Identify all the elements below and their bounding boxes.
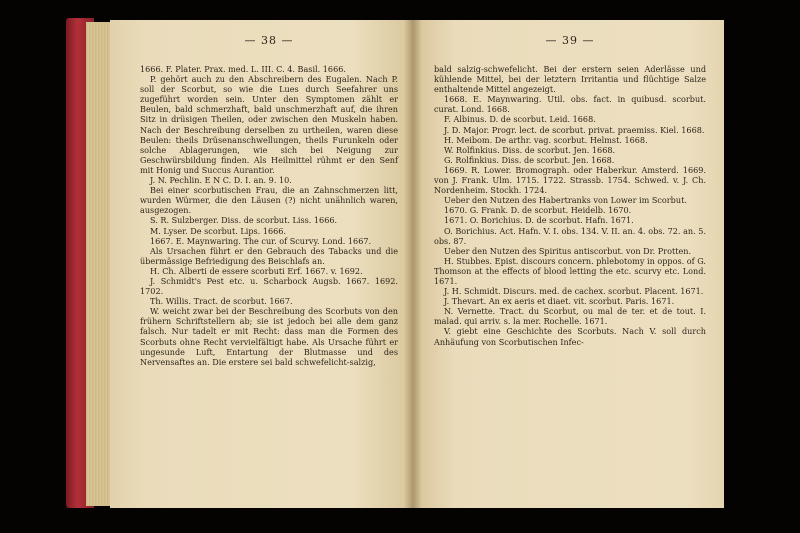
paragraph: Bei einer scorbutischen Frau, die an Zahnschmerzen litt, wurden Würmer, die den Läusen (?) nicht unähnlich waren, ausgezogen. [140, 185, 398, 216]
paragraph: M. Lyser. De scorbut. Lips. 1666. [150, 225, 286, 236]
paragraph: W. Rolfinkius. Diss. de scorbut. Jen. 1668. [444, 144, 616, 155]
paragraph: Ueber den Nutzen des Spiritus antiscorbut. von Dr. Protten. [444, 245, 692, 256]
paragraph: J. Schmidt's Pest etc. u. Scharbock Augsb. 1667. 1692. 1702. [140, 275, 398, 297]
open-book [66, 12, 742, 518]
paragraph: S. R. Sulzberger. Diss. de scorbut. Liss. 1666. [150, 215, 338, 226]
page-number-left: — 38 — [244, 34, 294, 47]
paragraph: J. D. Major. Progr. lect. de scorbut. privat. praemiss. Kiel. 1668. [444, 124, 705, 135]
paragraph: 1669. R. Lower. Bromograph. oder Haberkur. Amsterd. 1669. von J. Frank. Ulm. 1715. 1722. Strassb. 1754. Schwed. v. J. Ch. Nordenheim. Stockh. 1724. [434, 164, 706, 196]
paragraph: 1671. O. Borichius. D. de scorbut. Hafn. 1671. [444, 215, 634, 226]
book-gutter [404, 20, 422, 508]
left-page [110, 20, 412, 508]
paragraph: 1670. G. Frank. D. de scorbut. Heidelb. 1670. [444, 205, 632, 216]
paragraph: H. Stubbes. Epist. discours concern. phlebotomy in oppos. of G. Thomson at the effects of blood letting the etc. scurvy etc. Lond. 1671. [434, 255, 706, 286]
page-number-right: — 39 — [545, 34, 595, 47]
right-page-text [434, 64, 706, 347]
paragraph: 1667. E. Maynwaring. The cur. of Scurvy. Lond. 1667. [150, 235, 372, 246]
paragraph: J. H. Schmidt. Discurs. med. de cachex. scorbut. Placent. 1671. [444, 286, 704, 297]
paragraph: H. Ch. Alberti de essere scorbuti Erf. 1667. v. 1692. [150, 265, 363, 276]
paragraph: 1666. F. Plater. Prax. med. L. III. C. 4. Basil. 1666. [140, 64, 346, 74]
paragraph: 1668. E. Maynwaring. Util. obs. fact. in quibusd. scorbut. curat. Lond. 1668. [434, 94, 706, 115]
paragraph: Ueber den Nutzen des Habertranks von Lower im Scorbut. [444, 195, 687, 206]
paragraph: W. weicht zwar bei der Beschreibung des Scorbuts von den frühern Schriftstellern ab; sie ist jedoch bei alle dem ganz falsch. Nur tadelt er mit Recht: dass man die Formen des Scorbuts ohne Recht vervielfältigt habe. Als Ursache führt er ungesunde Luft, Entartung der Blutmasse und des Nervensaftes an. Die erstere sei bald schwefelicht-salzig, [140, 306, 398, 367]
paragraph: Als Ursachen führt er den Gebrauch des Tabacks und die übermässige Befriedigung des Beischlafs an. [140, 245, 398, 266]
paragraph: O. Borichius. Act. Hafn. V. I. obs. 134. V. II. an. 4. obs. 72. an. 5. obs. 87. [434, 225, 706, 246]
right-page [412, 20, 724, 508]
paragraph: G. Rolfinkius. Diss. de scorbut. Jen. 1668. [444, 154, 615, 165]
paragraph: P. gehört auch zu den Abschreibern des Eugalen. Nach P. soll der Scorbut, so wie die Lues durch Seefahrer uns zugeführt worden sein. Unter den Symptomen zählt er Beulen, bald schmerzhaft, bald unschmerzhaft auf, die ihren Sitz in drüsigen Theilen, oder zwischen den Muskeln haben. Nach der Beschreibung derselben zu urtheilen, waren diese Beulen: theils Drüsenanschwellungen, theils Furunkeln oder solche Ablagerungen, wie sich bei Neigung zur Geschwürsbildung finden. Als Heilmittel rühmt er den Senf mit Honig und Succus Aurantior. [140, 74, 398, 175]
left-page-text [140, 64, 398, 367]
paragraph: bald salzig-schwefelicht. Bei der erstern seien Aderlässe und kühlende Mittel, bei der letztern Irritantia und flüchtige Salze enthaltende Mittel angezeigt. [434, 64, 706, 95]
paragraph: J. Thevart. An ex aeris et diaet. vit. scorbut. Paris. 1671. [444, 296, 675, 307]
paragraph: V. giebt eine Geschichte des Scorbuts. Nach V. soll durch Anhäufung von Scorbutischen Infec- [434, 326, 706, 347]
paragraph: N. Vernette. Tract. du Scorbut, ou mal de ter. et de tout. I. malad. qui arriv. s. la mer. Rochelle. 1671. [434, 306, 706, 327]
paragraph: F. Albinus. D. de scorbut. Leid. 1668. [444, 114, 596, 125]
paragraph: J. N. Pechlin. E N C. D. I. an. 9. 10. [150, 175, 292, 186]
paragraph: H. Meibom. De arthr. vag. scorbut. Helmst. 1668. [444, 134, 648, 145]
paragraph: Th. Willis. Tract. de scorbut. 1667. [150, 296, 293, 307]
